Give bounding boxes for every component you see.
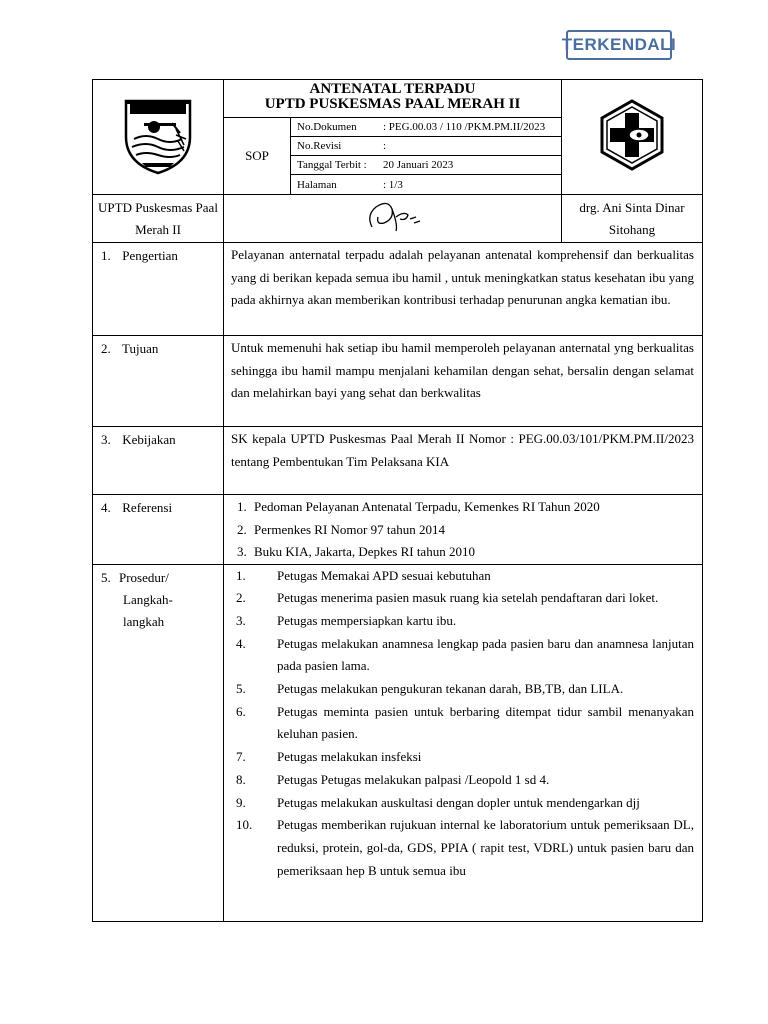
signature: [358, 197, 428, 235]
step-item: 2. Petugas menerima pasien masuk ruang kia setelah pendaftaran dari loket.: [236, 590, 659, 606]
label-kebijakan: 3. Kebijakan: [93, 427, 224, 495]
step-item: 4. Petugas melakukan anamnesa lengkap pada pasien baru dan anamnesa lanjutan pada pasien lama.: [236, 635, 694, 674]
step-item: 5. Petugas melakukan pengukuran tekanan darah, BB,TB, dan LILA.: [236, 681, 624, 697]
text-pengertian: Pelayanan anternatal terpadu adalah pelayanan antenatal komprehensif dan berkualitas yang di berikan kepada semua ibu hamil , untuk meningkatkan status kesehatan ibu yang pada akhirnya akan memberikan kontribusi terhadap penurunan angka kematian ibu.: [224, 243, 703, 336]
label-tujuan: 2. Tujuan: [93, 336, 224, 427]
signature-cell: [224, 195, 562, 243]
document-title: [224, 80, 562, 118]
meta-row-revisi: No.Revisi :: [291, 137, 561, 156]
step-item: 3. Petugas mempersiapkan kartu ibu.: [236, 612, 457, 628]
list-prosedur: [224, 564, 703, 921]
meta-row-dokumen: No.Dokumen : PEG.00.03 / 110 /PKM.PM.II/2023: [291, 118, 561, 137]
city-logo-cell: [93, 80, 224, 195]
label-pengertian: 1. Pengertian: [93, 243, 224, 336]
label-referensi: 4. Referensi: [93, 495, 224, 565]
kota-jambi-logo: [116, 93, 200, 177]
text-kebijakan: SK kepala UPTD Puskesmas Paal Merah II Nomor : PEG.00.03/101/PKM.PM.II/2023 tentang Pembentukan Tim Pelaksana KIA: [224, 427, 703, 495]
step-item: 1. Petugas Memakai APD sesuai kebutuhan: [236, 567, 491, 583]
head-name: drg. Ani Sinta Dinar Sitohang: [562, 195, 703, 243]
list-item: 3. Buku KIA, Jakarta, Depkes RI tahun 2010: [237, 544, 475, 559]
list-referensi: [224, 495, 703, 565]
sop-label-cell: [224, 118, 291, 195]
health-logo-cell: [562, 80, 703, 195]
sop-table: [92, 79, 703, 922]
step-item: 6. Petugas meminta pasien untuk berbaring ditempat tidur sambil menanyakan keluhan pasien.: [236, 703, 694, 742]
label-prosedur: 5. Prosedur/ Langkah- langkah: [93, 564, 224, 921]
sop-label: SOP: [245, 148, 269, 163]
text-tujuan: Untuk memenuhi hak setiap ibu hamil memperoleh pelayanan anternatal yng berkualitas sehingga ibu hamil mampu menjalani kehamilan dengan sehat, bersalin dengan selamat dan melahirkan bayi yang sehat dan berkwalitas: [224, 336, 703, 427]
meta-row-tanggal: Tanggal Terbit : 20 Januari 2023: [291, 156, 561, 175]
list-item: 1. Pedoman Pelayanan Antenatal Terpadu, Kemenkes RI Tahun 2020: [237, 499, 600, 514]
status-stamp: [561, 30, 677, 60]
document-meta: [291, 118, 562, 195]
stamp-text: TERKENDALI: [561, 35, 677, 54]
step-item: 7. Petugas melakukan insfeksi: [236, 749, 422, 765]
institution-name: UPTD Puskesmas Paal Merah II: [93, 195, 224, 243]
step-item: 9. Petugas melakukan auskultasi dengan dopler untuk mendengarkan djj: [236, 794, 640, 810]
list-item: 2. Permenkes RI Nomor 97 tahun 2014: [237, 521, 446, 537]
title-line-1: ANTENATAL TERPADU: [309, 81, 476, 97]
step-item: 10. Petugas memberikan rujukuan internal ke laboratorium untuk pemeriksaan DL, reduksi, protein, gol-da, GDS, PPIA ( rapit test, VDRL) untuk pasien baru dan pemeriksaan hep B untuk semua ibu: [236, 817, 694, 878]
meta-row-halaman: Halaman : 1/3: [297, 178, 403, 191]
title-line-2: UPTD PUSKESMAS PAAL MERAH II: [264, 96, 521, 112]
puskesmas-logo-icon: [594, 97, 670, 173]
step-item: 8. Petugas Petugas melakukan palpasi /Leopold 1 sd 4.: [236, 771, 550, 787]
